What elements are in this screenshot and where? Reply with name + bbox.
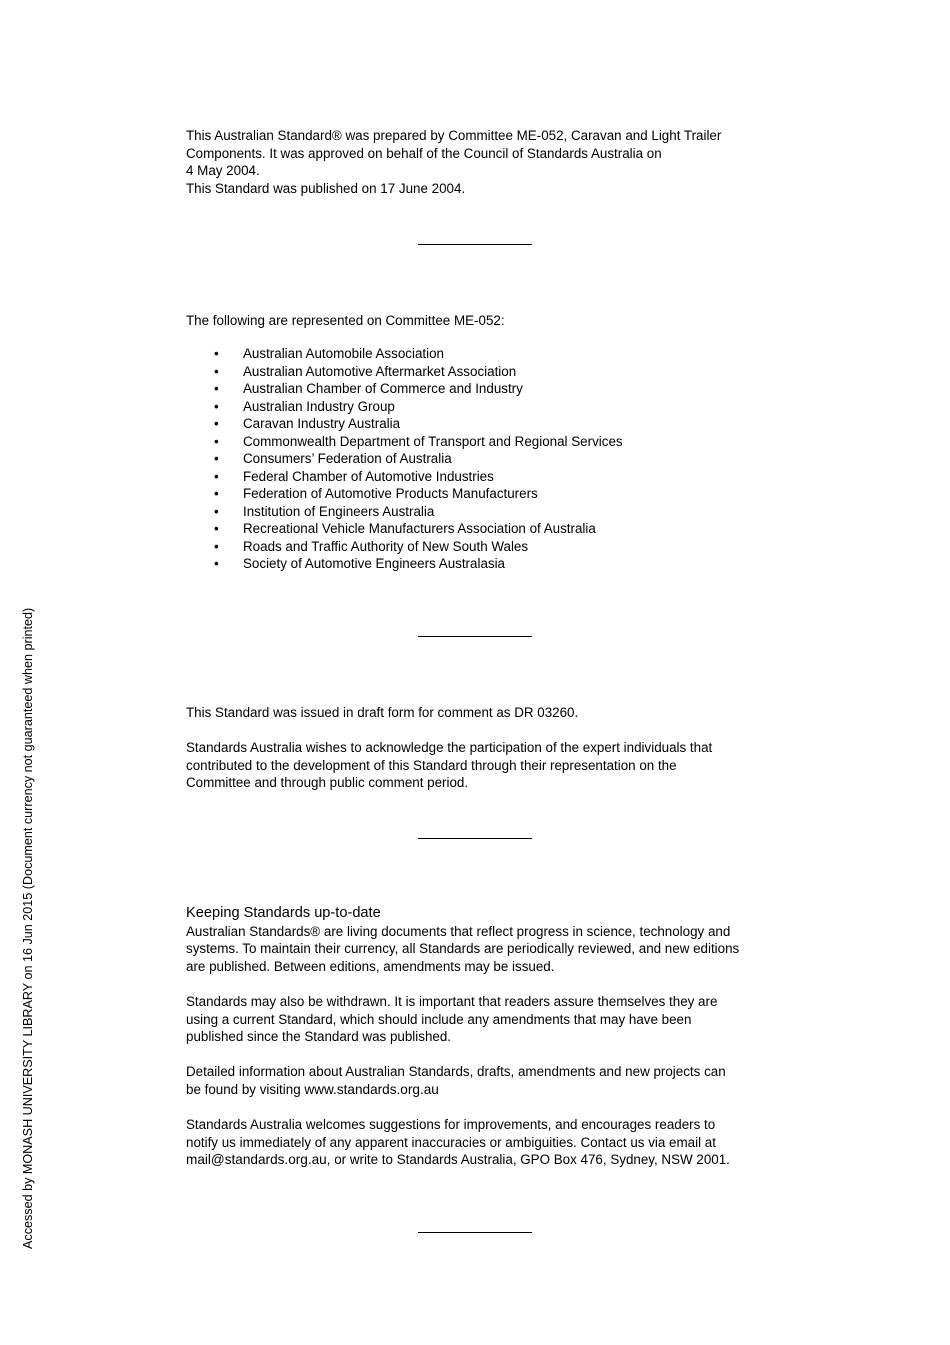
bullet-icon: •: [214, 556, 219, 571]
acknowledgement: [186, 739, 776, 792]
committee-member: Commonwealth Department of Transport and Regional Services: [243, 433, 623, 449]
section-divider: [418, 838, 532, 839]
committee-member: Institution of Engineers Australia: [243, 503, 435, 519]
bullet-icon: •: [214, 398, 219, 414]
bullet-icon: •: [214, 346, 219, 361]
committee-member: Federal Chamber of Automotive Industries: [243, 468, 494, 484]
paragraph-line: published since the Standard was published.: [186, 1029, 452, 1044]
committee-member: Australian Chamber of Commerce and Industry: [243, 381, 523, 396]
preparation-line: 4 May 2004.: [186, 163, 260, 178]
publication-date-line: This Standard was published on 17 June 2004.: [186, 180, 466, 196]
list-item: [186, 415, 623, 433]
list-item: [186, 433, 623, 451]
committee-member: Caravan Industry Australia: [243, 416, 401, 431]
paragraph-line: are published. Between editions, amendments may be issued.: [186, 958, 555, 974]
list-item: [186, 468, 623, 486]
committee-member: Federation of Automotive Products Manufacturers: [243, 486, 538, 501]
email-link[interactable]: mail@standards.org.au: [186, 1152, 327, 1167]
bullet-icon: •: [214, 381, 219, 396]
section-divider: [418, 636, 532, 637]
paragraph-line: [186, 1081, 776, 1099]
keeping-standards-section: [186, 905, 776, 975]
list-item: [186, 538, 623, 556]
committee-member: Recreational Vehicle Manufacturers Association of Australia: [243, 521, 596, 536]
bullet-icon: •: [214, 486, 219, 501]
paragraph-line: systems. To maintain their currency, all Standards are periodically reviewed, and new editions: [186, 941, 740, 956]
bullet-icon: •: [214, 416, 219, 431]
list-item: [186, 363, 623, 381]
paragraph-line: Australian Standards® are living documents that reflect progress in science, technology and: [186, 923, 731, 939]
draft-statement: [186, 704, 776, 722]
acknowledgement-line: contributed to the development of this Standard through their representation on the: [186, 757, 677, 773]
acknowledgement-line: Standards Australia wishes to acknowledge the participation of the expert individuals that: [186, 740, 713, 755]
section-divider: [418, 244, 532, 245]
section-heading: Keeping Standards up-to-date: [186, 905, 381, 921]
list-item: [186, 485, 623, 503]
paragraph-text: , or write to Standards Australia, GPO Box 476, Sydney, NSW 2001.: [326, 1152, 730, 1167]
acknowledgement-line: Committee and through public comment period.: [186, 775, 469, 790]
committee-intro-text: The following are represented on Committee ME-052:: [186, 313, 505, 328]
list-item: [186, 398, 623, 416]
bullet-icon: •: [214, 521, 219, 536]
bullet-icon: •: [214, 363, 219, 379]
withdrawal-paragraph: [186, 993, 776, 1046]
committee-member: Roads and Traffic Authority of New South Wales: [243, 538, 529, 554]
committee-member-list: [186, 345, 623, 573]
list-item: [186, 555, 623, 573]
information-paragraph: [186, 1063, 776, 1098]
paragraph-text: be found by visiting: [186, 1081, 305, 1097]
list-item: [186, 503, 623, 521]
list-item: [186, 380, 623, 398]
committee-member: Australian Automotive Aftermarket Association: [243, 363, 517, 379]
bullet-icon: •: [214, 433, 219, 449]
bullet-icon: •: [214, 451, 219, 466]
access-watermark: Accessed by MONASH UNIVERSITY LIBRARY on 16 Jun 2015 (Document currency not guaranteed when printed): [21, 607, 35, 1249]
committee-member: Australian Industry Group: [243, 398, 395, 414]
paragraph-line: notify us immediately of any apparent inaccuracies or ambiguities. Contact us via email at: [186, 1134, 716, 1150]
website-link[interactable]: www.standards.org.au: [304, 1081, 439, 1097]
bullet-icon: •: [214, 538, 219, 554]
preparation-line: This Australian Standard® was prepared by Committee ME-052, Caravan and Light Trailer: [186, 128, 722, 143]
draft-issued-text: This Standard was issued in draft form for comment as DR 03260.: [186, 705, 579, 720]
paragraph-line: [186, 1151, 776, 1169]
list-item: [186, 450, 623, 468]
paragraph-line: Standards may also be withdrawn. It is important that readers assure themselves they are: [186, 994, 718, 1009]
contact-paragraph: [186, 1116, 776, 1169]
paragraph-line: using a current Standard, which should include any amendments that may have been: [186, 1011, 692, 1027]
bullet-icon: •: [214, 503, 219, 519]
list-item: [186, 520, 623, 538]
committee-member: Society of Automotive Engineers Australasia: [243, 556, 506, 571]
committee-member: Australian Automobile Association: [243, 346, 444, 361]
preparation-line: Components. It was approved on behalf of the Council of Standards Australia on: [186, 145, 662, 161]
bullet-icon: •: [214, 468, 219, 484]
committee-intro: [186, 312, 776, 330]
section-divider: [418, 1232, 532, 1233]
paragraph-line: Detailed information about Australian Standards, drafts, amendments and new projects can: [186, 1064, 726, 1079]
committee-member: Consumers’ Federation of Australia: [243, 451, 452, 466]
list-item: [186, 345, 623, 363]
paragraph-line: Standards Australia welcomes suggestions for improvements, and encourages readers to: [186, 1117, 716, 1132]
preparation-statement: [186, 127, 776, 197]
